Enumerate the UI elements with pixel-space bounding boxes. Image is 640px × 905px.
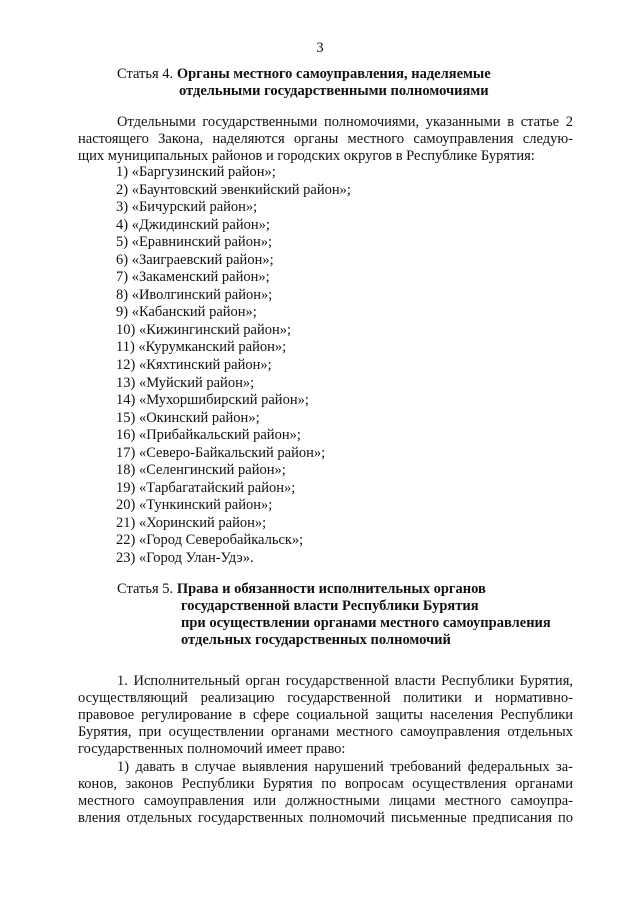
list-item: 13) «Муйский район»; <box>116 374 255 391</box>
article-5-para-2-line-4: вления отдельных государственных полномочий письменные предписания по <box>78 810 573 826</box>
article-4-intro-line-2: настоящего Закона, наделяются органы местного самоуправления следую- <box>78 131 573 147</box>
list-item: 9) «Кабанский район»; <box>116 304 257 321</box>
article-4-title-line-2: отдельными государственными полномочиями <box>179 83 489 99</box>
list-item: 8) «Иволгинский район»; <box>116 286 273 303</box>
list-item: 19) «Тарбагатайский район»; <box>116 479 296 496</box>
list-item: 16) «Прибайкальский район»; <box>116 427 301 444</box>
article-5-title-line-4: отдельных государственных полномочий <box>181 632 451 648</box>
article-5-para-1-line-2: осуществляющий реализацию государственной политики и нормативно- <box>78 690 573 706</box>
list-item: 2) «Баунтовский эвенкийский район»; <box>116 181 351 198</box>
article-5-title-line-3: при осуществлении органами местного самоуправления <box>181 615 551 631</box>
list-item: 5) «Еравнинский район»; <box>116 234 272 251</box>
list-item: 3) «Бичурский район»; <box>116 199 258 216</box>
article-4-heading <box>117 66 491 100</box>
list-item: 18) «Селенгинский район»; <box>116 462 286 479</box>
article-5-heading <box>117 581 551 649</box>
list-item: 17) «Северо-Байкальский район»; <box>116 444 326 461</box>
article-5-para-2-line-1: 1) давать в случае выявления нарушений требований федеральных за- <box>117 759 573 775</box>
list-item: 4) «Джидинский район»; <box>116 216 270 233</box>
article-5-para-1-line-1: 1. Исполнительный орган государственной власти Республики Бурятия, <box>117 673 573 689</box>
list-item: 12) «Кяхтинский район»; <box>116 357 272 374</box>
list-item: 1) «Баргузинский район»; <box>116 164 276 180</box>
list-item: 11) «Курумканский район»; <box>116 339 287 356</box>
page-number: 3 <box>316 40 324 56</box>
article-5-para-2-line-3: местного самоуправления или должностными лицами местного самоупра- <box>78 793 573 809</box>
article-5-title-line-1: Права и обязанности исполнительных органов <box>176 581 486 597</box>
article-5-title-line-2: государственной власти Республики Бурятия <box>181 598 479 614</box>
article-4-title-line-1: Органы местного самоуправления, наделяемые <box>176 66 491 82</box>
list-item: 6) «Заиграевский район»; <box>116 251 274 268</box>
list-item: 20) «Тункинский район»; <box>116 497 273 514</box>
article-5-para-1-line-3: правовое регулирование в сфере социальной защиты населения Республики <box>78 707 573 723</box>
list-item: 10) «Кижингинский район»; <box>116 321 291 338</box>
article-4-intro-line-1: Отдельными государственными полномочиями, указанными в статье 2 <box>117 114 573 130</box>
article-4-intro-line-3: щих муниципальных районов и городских округов в Республике Бурятия: <box>78 148 535 164</box>
article-4-prefix: Статья 4. <box>117 66 174 82</box>
list-item: 15) «Окинский район»; <box>116 409 260 426</box>
article-5-para-2-line-2: конов, законов Республики Бурятия по вопросам осуществления органами <box>78 776 573 792</box>
list-item: 21) «Хоринский район»; <box>116 514 267 531</box>
districts-list <box>116 164 351 568</box>
article-5-prefix: Статья 5. <box>117 581 174 597</box>
list-item: 22) «Город Северобайкальск»; <box>116 532 304 549</box>
article-5-para-1-line-4: Бурятия, при осуществлении органами местного самоуправления отдельных <box>78 724 573 740</box>
article-5-para-1-line-5: государственных полномочий имеет право: <box>78 741 346 757</box>
list-item: 7) «Закаменский район»; <box>116 269 270 286</box>
list-item: 23) «Город Улан-Удэ». <box>116 550 254 567</box>
list-item: 14) «Мухоршибирский район»; <box>116 392 309 409</box>
